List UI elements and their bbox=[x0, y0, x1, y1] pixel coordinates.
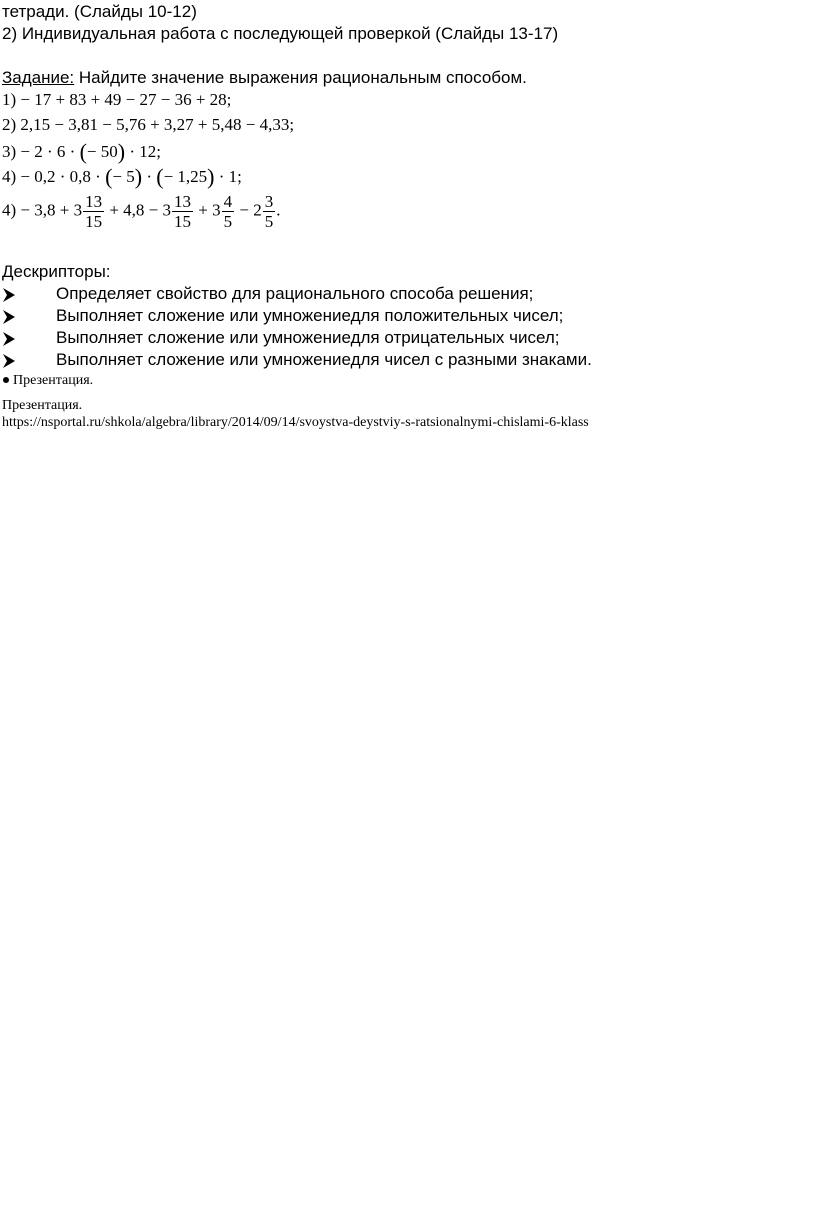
expr5-post: . bbox=[276, 200, 281, 220]
expr4-open-paren-1: ( bbox=[105, 164, 113, 189]
expr5-mid-1: + 4,8 − 3 bbox=[105, 200, 172, 220]
expr3-pre: 3) − 2 · 6 · bbox=[2, 142, 80, 161]
expr5-mid-2: + 3 bbox=[194, 200, 221, 220]
fraction-2 bbox=[172, 192, 193, 231]
arrowhead-bullet-icon bbox=[2, 331, 16, 347]
presentation-label: Презентация. bbox=[2, 398, 83, 413]
expr4-inner-1: − 5 bbox=[112, 167, 135, 186]
expr5-pre: 4) − 3,8 + 3 bbox=[2, 200, 83, 220]
descriptor-item-2: Выполняет сложение или умножениедля положительных чисел; bbox=[56, 306, 564, 325]
presentation-bullet-line bbox=[2, 373, 93, 389]
task-text: Найдите значение выражения рациональным способом. bbox=[74, 68, 527, 87]
expression-4 bbox=[2, 164, 242, 190]
expr3-post: · 12; bbox=[125, 142, 161, 161]
task-line bbox=[2, 68, 527, 88]
fraction-2-numerator: 13 bbox=[174, 192, 192, 211]
expr4-pre: 4) − 0,2 · 0,8 · bbox=[2, 167, 106, 186]
expr4-inner-2: − 1,25 bbox=[163, 167, 208, 186]
expression-1: 1) − 17 + 83 + 49 − 27 − 36 + 28; bbox=[2, 90, 232, 109]
fraction-1-denominator: 15 bbox=[85, 212, 103, 231]
expr3-open-paren: ( bbox=[79, 139, 87, 164]
source-link[interactable]: https://nsportal.ru/shkola/algebra/library/2014/09/14/svoystva-deystviy-s-ratsionalnymi-chislami-6-klass bbox=[2, 415, 589, 430]
header-line-2: 2) Индивидуальная работа с последующей проверкой (Слайды 13-17) bbox=[2, 24, 559, 43]
expr3-close-paren: ) bbox=[117, 139, 126, 164]
descriptor-item-4: Выполняет сложение или умножениедля чисел с разными знаками. bbox=[56, 350, 592, 369]
descriptors-title: Дескрипторы: bbox=[2, 262, 111, 281]
expr4-close-paren-2: ) bbox=[207, 164, 215, 189]
fraction-3-numerator: 4 bbox=[223, 192, 233, 211]
fraction-1-numerator: 13 bbox=[85, 192, 103, 211]
expr5-mid-3: − 2 bbox=[235, 200, 262, 220]
arrowhead-bullet-icon bbox=[2, 287, 16, 303]
expr4-mid: · bbox=[142, 167, 157, 186]
fraction-3-denominator: 5 bbox=[223, 212, 233, 231]
expression-3 bbox=[2, 139, 161, 165]
round-bullet-icon bbox=[3, 377, 9, 383]
expr4-post: · 1; bbox=[214, 167, 242, 186]
descriptor-item-1: Определяет свойство для рационального способа решения; bbox=[56, 284, 534, 303]
expr4-open-paren-2: ( bbox=[156, 164, 164, 189]
presentation-bullet-text: Презентация. bbox=[13, 373, 94, 388]
fraction-1 bbox=[83, 192, 104, 231]
fraction-3 bbox=[222, 192, 235, 231]
header-line-1: тетради. (Слайды 10-12) bbox=[2, 2, 197, 21]
fraction-2-denominator: 15 bbox=[174, 212, 192, 231]
arrowhead-bullet-icon bbox=[2, 353, 16, 369]
expression-2: 2) 2,15 − 3,81 − 5,76 + 3,27 + 5,48 − 4,33; bbox=[2, 115, 295, 134]
fraction-4-numerator: 3 bbox=[264, 192, 274, 211]
arrowhead-bullet-icon bbox=[2, 309, 16, 325]
expr4-close-paren-1: ) bbox=[134, 164, 143, 189]
expression-5 bbox=[2, 192, 280, 231]
fraction-4 bbox=[263, 192, 276, 231]
fraction-4-denominator: 5 bbox=[264, 212, 274, 231]
task-label: Задание: bbox=[2, 68, 75, 87]
descriptor-item-3: Выполняет сложение или умножениедля отрицательных чисел; bbox=[56, 328, 560, 347]
expr3-inner: − 50 bbox=[86, 142, 118, 161]
